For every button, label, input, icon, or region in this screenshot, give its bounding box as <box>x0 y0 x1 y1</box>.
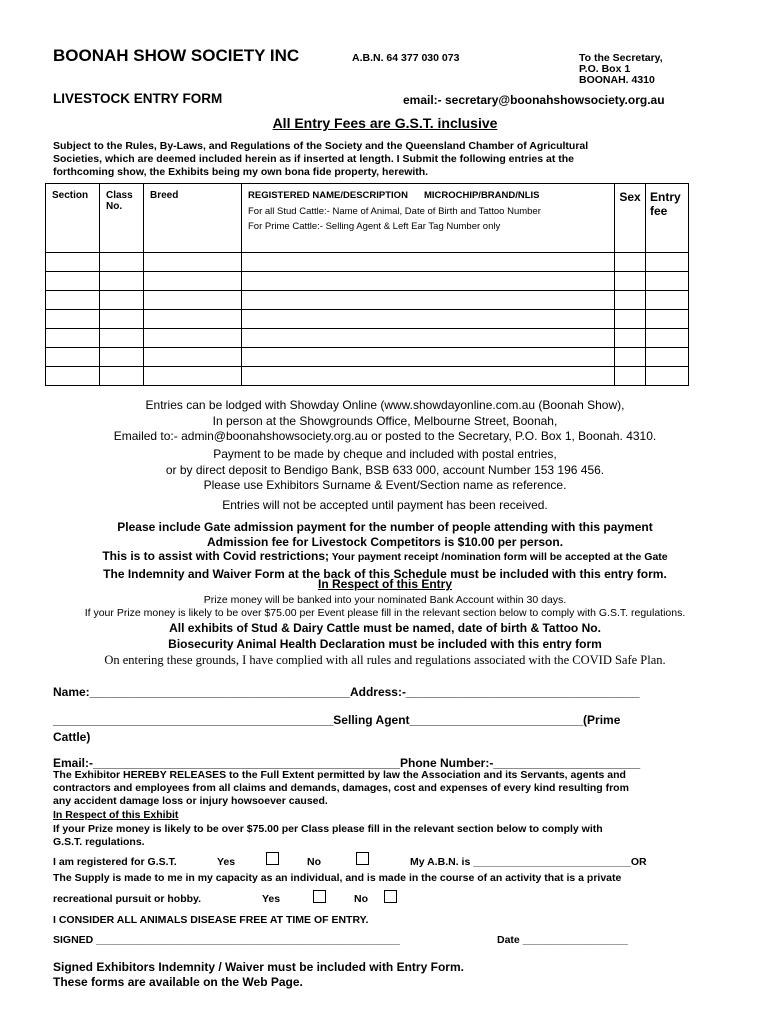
col-entry-fee: Entry fee <box>646 184 689 253</box>
table-row[interactable] <box>46 329 689 348</box>
table-row[interactable] <box>46 253 689 272</box>
entry-table <box>45 183 689 386</box>
date-field[interactable]: Date __________________ <box>497 934 628 946</box>
table-row[interactable] <box>46 291 689 310</box>
supply-statement: The Supply is made to me in my capacity as an individual, and is made in the course of an activity that is a private <box>53 872 622 884</box>
form-title: LIVESTOCK ENTRY FORM <box>53 91 223 106</box>
email-phone-field[interactable]: Email:-______________________________________________Phone Number:-______________________ <box>53 756 641 770</box>
table-row[interactable] <box>46 272 689 291</box>
gst-no-label: No <box>307 856 321 868</box>
col-class: Class No. <box>100 184 144 253</box>
footer-note: Signed Exhibitors Indemnity / Waiver must be included with Entry Form. These forms are available on the Web Page. <box>53 960 464 989</box>
gst-registered-label: I am registered for G.S.T. <box>53 856 177 868</box>
selling-agent-field[interactable]: __________________________________________Selling Agent__________________________(Prime <box>53 713 621 727</box>
respect-entry-title: In Respect of this Entry <box>317 577 453 591</box>
table-row[interactable] <box>46 367 689 386</box>
hobby-no-checkbox[interactable] <box>384 890 397 903</box>
exhibit-gst-note: If your Prize money is likely to be over $75.00 per Class please fill in the relevant section below to comply with G.S.T. regulations. <box>53 823 603 848</box>
stud-note: All exhibits of Stud & Dairy Cattle must be named, date of birth & Tattoo No. <box>169 621 601 635</box>
prize-gst-note: If your Prize money is likely to be over $75.00 per Event please fill in the relevant section below to comply with G.S.T. regulations. <box>84 607 686 619</box>
exhibit-title: In Respect of this Exhibit <box>53 809 179 821</box>
org-name: BOONAH SHOW SOCIETY INC <box>53 46 300 65</box>
intro-paragraph: Subject to the Rules, By-Laws, and Regulations of the Society and the Queensland Chamber of Agricultural Societies, which are deemed included herein as if inserted at length. I Submit the following entries at the forthcoming show, the Exhibits being my own bona fide property, herewith. <box>53 140 589 178</box>
abn-field[interactable]: My A.B.N. is ___________________________OR <box>410 856 647 868</box>
indemnity-note: The Indemnity and Waiver Form at the back of this Schedule must be included with this entry form. <box>103 567 667 581</box>
hobby-yes-label: Yes <box>262 893 281 905</box>
payment-warning: Entries will not be accepted until payment has been received. <box>222 498 548 512</box>
contact-email: email:- secretary@boonahshowsociety.org.au <box>403 93 665 107</box>
col-registered-name: REGISTERED NAME/DESCRIPTION MICROCHIP/BRAND/NLIS For all Stud Cattle:- Name of Animal, Date of Birth and Tattoo Number For Prime Cattle:- Selling Agent & Left Ear Tag Number only <box>242 184 615 253</box>
gst-no-checkbox[interactable] <box>356 852 369 865</box>
lodging-info: Entries can be lodged with Showday Online (www.showdayonline.com.au (Boonah Show), In person at the Showgrounds Office, Melbourne Street, Boonah, Emailed to:- admin@boonahshowsociety.org.au or posted to the Secretary, P.O. Box 1, Boonah. 4310. <box>113 398 657 443</box>
hobby-yes-checkbox[interactable] <box>313 890 326 903</box>
abn-number: A.B.N. 64 377 030 073 <box>352 52 460 64</box>
covid-note: On entering these grounds, I have complied with all rules and regulations associated with the COVID Safe Plan. <box>104 653 666 667</box>
hobby-no-label: No <box>354 893 368 905</box>
name-address-field[interactable]: Name:_______________________________________Address:-___________________________________ <box>53 685 640 699</box>
table-row[interactable] <box>46 310 689 329</box>
release-paragraph: The Exhibitor HEREBY RELEASES to the Full Extent permitted by law the Association and its Servants, agents and contractors and employees from all claims and demands, damages, cost and expenses of every kind resulting from any accident damage loss or injury howsoever caused. <box>53 769 629 807</box>
hobby-label: recreational pursuit or hobby. <box>53 893 201 905</box>
prime-cattle-label: Cattle) <box>53 730 91 744</box>
table-row[interactable] <box>46 348 689 367</box>
table-header-row <box>46 184 689 253</box>
gst-heading: All Entry Fees are G.S.T. inclusive <box>272 115 498 131</box>
col-breed: Breed <box>144 184 242 253</box>
col-sex: Sex <box>615 184 646 253</box>
gate-admission-note: Please include Gate admission payment for the number of people attending with this payment Admission fee for Livestock Competitors is $10.00 per person. This is to assist with Covid restrictions; Your payment receipt /nomination form will be accepted at the Gate <box>102 520 668 563</box>
disease-free-statement: I CONSIDER ALL ANIMALS DISEASE FREE AT TIME OF ENTRY. <box>53 914 369 926</box>
payment-info: Payment to be made by cheque and included with postal entries, or by direct deposit to Bendigo Bank, BSB 633 000, account Number 153 196 456. Please use Exhibitors Surname & Event/Section name as reference. <box>165 447 605 492</box>
prize-banking-note: Prize money will be banked into your nominated Bank Account within 30 days. <box>203 594 567 606</box>
gst-yes-label: Yes <box>217 856 236 868</box>
secretary-address: To the Secretary, P.O. Box 1 BOONAH. 4310 <box>579 52 663 86</box>
biosecurity-note: Biosecurity Animal Health Declaration must be included with this entry form <box>168 637 602 651</box>
col-section: Section <box>46 184 100 253</box>
signature-field[interactable]: SIGNED ____________________________________________________ <box>53 934 400 946</box>
gst-yes-checkbox[interactable] <box>266 852 279 865</box>
